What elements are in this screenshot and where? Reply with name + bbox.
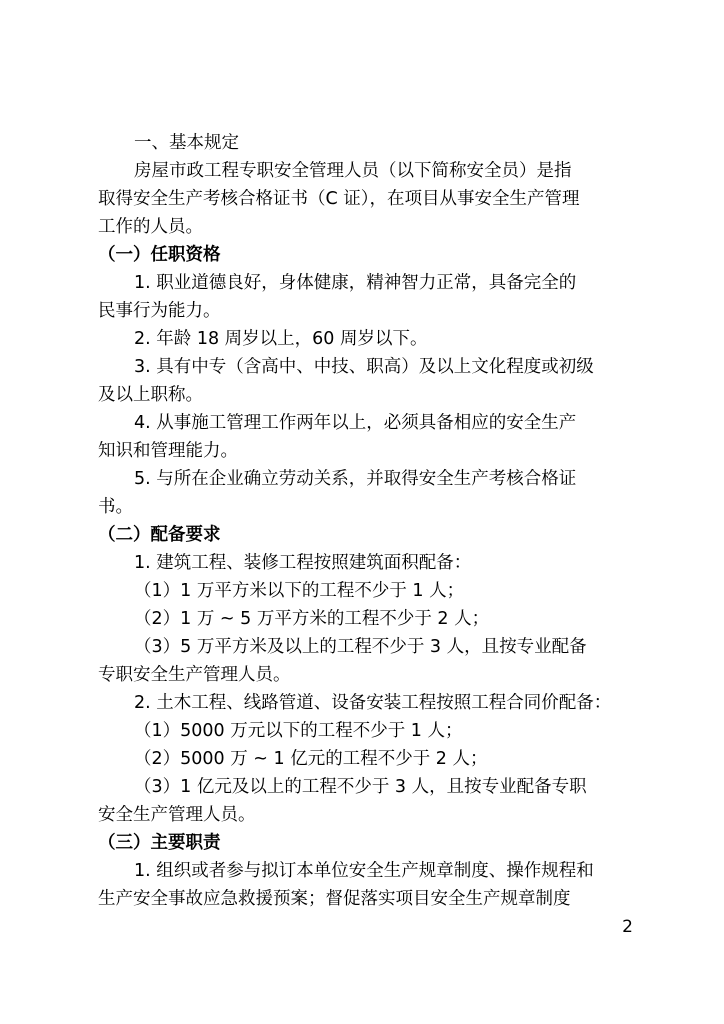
text-line: （3）1 亿元及以上的工程不少于 3 人，且按专业配备专职 [134, 777, 587, 797]
text-line: 工作的人员。 [98, 217, 203, 237]
text-line: （1）1 万平方米以下的工程不少于 1 人； [134, 581, 465, 601]
text-line: 1. 组织或者参与拟订本单位安全生产规章制度、操作规程和 [134, 861, 594, 881]
text-line: 3. 具有中专（含高中、中技、职高）及以上文化程度或初级 [134, 357, 594, 377]
section-heading: （一）任职资格 [98, 245, 221, 265]
text-line: （3）5 万平方米及以上的工程不少于 3 人，且按专业配备 [134, 637, 587, 657]
text-line: （1）5000 万元以下的工程不少于 1 人； [134, 721, 463, 741]
text-line: 房屋市政工程专职安全管理人员（以下简称安全员）是指 [134, 161, 572, 181]
text-line: 5. 与所在企业确立劳动关系，并取得安全生产考核合格证 [134, 469, 577, 489]
text-line: 生产安全事故应急救援预案；督促落实项目安全生产规章制度 [98, 889, 571, 909]
page-number: 2 [622, 917, 633, 937]
text-line: 书。 [98, 497, 133, 517]
text-line: 及以上职称。 [98, 385, 203, 405]
text-line: 取得安全生产考核合格证书（C 证），在项目从事安全生产管理 [98, 189, 580, 209]
text-line: 2. 年龄 18 周岁以上，60 周岁以下。 [134, 329, 428, 349]
text-line: （2）5000 万 ~ 1 亿元的工程不少于 2 人； [134, 749, 488, 769]
text-line: （2）1 万 ~ 5 万平方米的工程不少于 2 人； [134, 609, 490, 629]
section-heading: （三）主要职责 [98, 833, 221, 853]
text-line: 4. 从事施工管理工作两年以上，必须具备相应的安全生产 [134, 413, 577, 433]
text-line: 1. 职业道德良好，身体健康，精神智力正常，具备完全的 [134, 273, 577, 293]
text-line: 1. 建筑工程、装修工程按照建筑面积配备： [134, 553, 472, 573]
text-line: 一、基本规定 [134, 133, 239, 153]
text-line: 专职安全生产管理人员。 [98, 665, 291, 685]
text-line: 2. 土木工程、线路管道、设备安装工程按照工程合同价配备： [134, 693, 612, 713]
text-line: 民事行为能力。 [98, 301, 221, 321]
section-heading: （二）配备要求 [98, 525, 221, 545]
text-line: 安全生产管理人员。 [98, 805, 256, 825]
text-line: 知识和管理能力。 [98, 441, 238, 461]
document-body [98, 129, 638, 913]
